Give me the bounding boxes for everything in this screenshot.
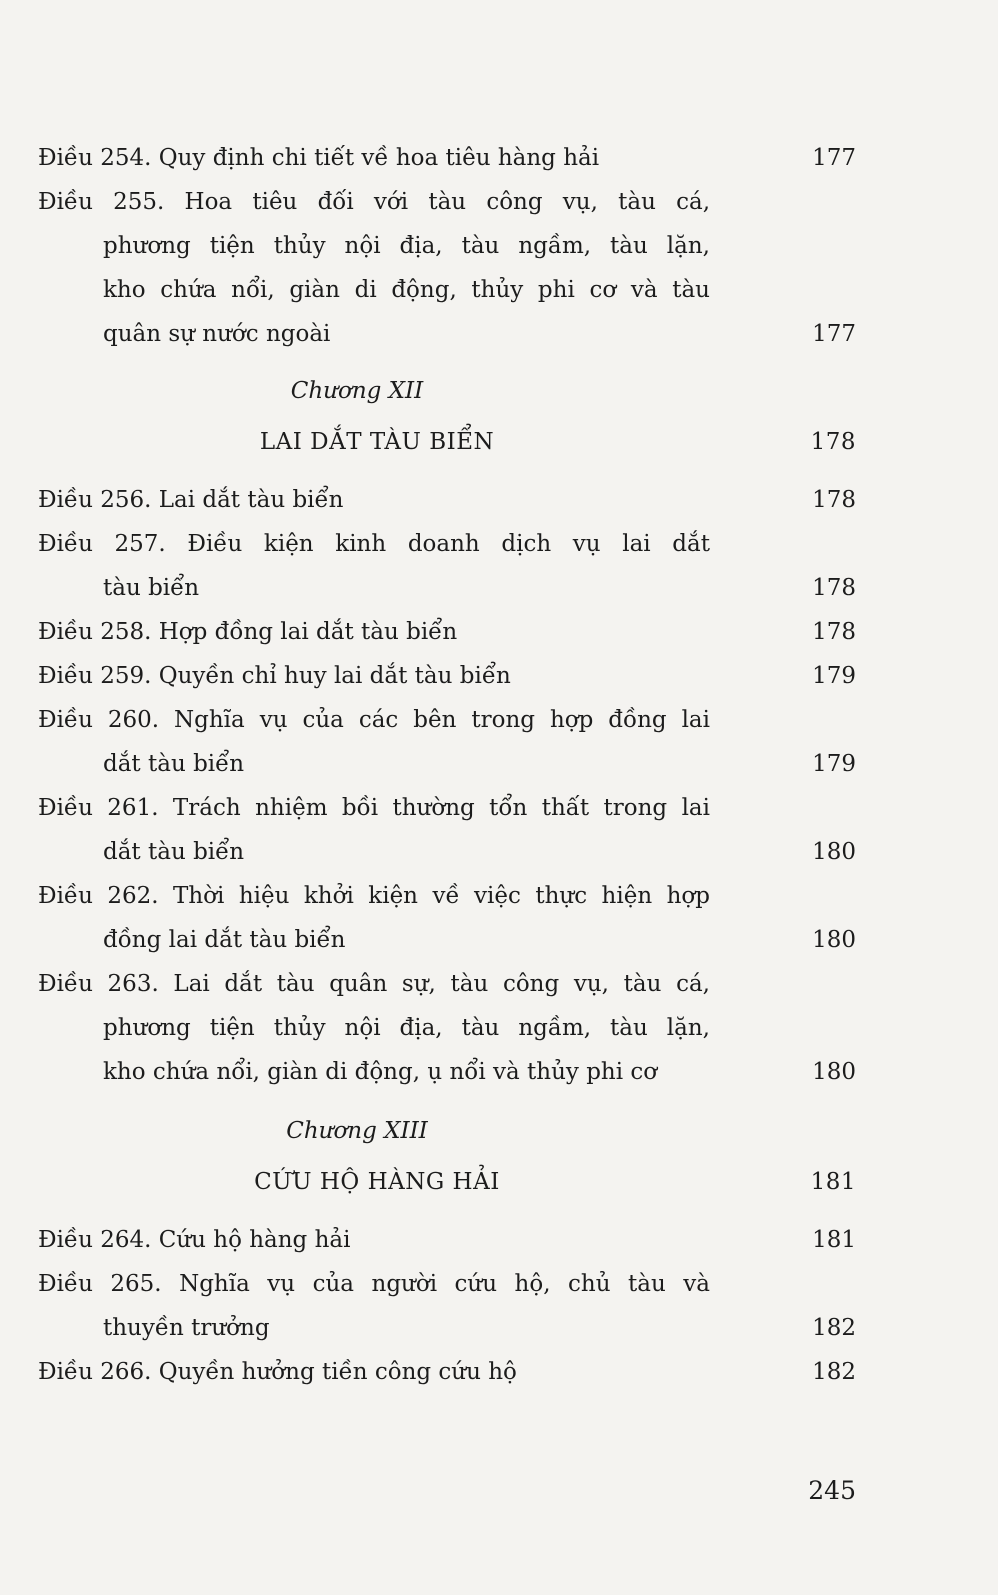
toc-entry-text: Điều 260. Nghĩa vụ của các bên trong hợp đồng lai	[38, 707, 710, 733]
toc-entry-text: dắt tàu biển	[103, 839, 245, 865]
toc-entry-line	[38, 874, 856, 918]
toc-entry	[38, 786, 856, 874]
toc-entry-text: Điều 265. Nghĩa vụ của người cứu hộ, chủ tàu và	[38, 1271, 710, 1297]
toc-entry-line	[38, 180, 856, 224]
toc-entry-text: Điều 263. Lai dắt tàu quân sự, tàu công vụ, tàu cá,	[38, 971, 710, 997]
chapter-xiii-name: CỨU HỘ HÀNG HẢI	[254, 1169, 500, 1195]
toc-entry-page: 178	[812, 619, 856, 645]
toc-group-before-chapter-xii	[38, 136, 856, 356]
toc-entry-continuation	[38, 1306, 856, 1350]
chapter-xii-heading	[38, 416, 856, 468]
toc-entry-page: 178	[812, 575, 856, 601]
toc-entry-line	[38, 1218, 856, 1262]
toc-entry-text: kho chứa nổi, giàn di động, thủy phi cơ và tàu	[103, 277, 710, 303]
toc-entry-page: 180	[812, 1059, 856, 1085]
toc-entry-text: phương tiện thủy nội địa, tàu ngầm, tàu lặn,	[103, 1015, 710, 1041]
toc-entry-text: kho chứa nổi, giàn di động, ụ nổi và thủy phi cơ	[103, 1059, 658, 1085]
toc-entry	[38, 180, 856, 356]
toc-entry	[38, 698, 856, 786]
toc-entry-line	[38, 522, 856, 566]
toc-entry-page: 182	[812, 1359, 856, 1385]
toc-entry-page: 179	[812, 751, 856, 777]
toc-entry-text: Điều 258. Hợp đồng lai dắt tàu biển	[38, 619, 458, 645]
toc-entry-continuation	[38, 224, 856, 268]
table-of-contents	[38, 136, 856, 1394]
toc-entry-page: 181	[812, 1227, 856, 1253]
toc-entry-page: 177	[812, 321, 856, 347]
toc-entry-text: dắt tàu biển	[103, 751, 245, 777]
chapter-xiii-title: Chương XIII	[286, 1118, 428, 1144]
toc-entry-text: đồng lai dắt tàu biển	[103, 927, 346, 953]
chapter-xii-page: 178	[810, 429, 856, 455]
toc-entry-text: Điều 256. Lai dắt tàu biển	[38, 487, 344, 513]
toc-entry-line	[38, 698, 856, 742]
toc-entry-text: phương tiện thủy nội địa, tàu ngầm, tàu lặn,	[103, 233, 710, 259]
toc-entry-text: Điều 259. Quyền chỉ huy lai dắt tàu biển	[38, 663, 511, 689]
toc-entry-page: 177	[812, 145, 856, 171]
toc-entry-continuation	[38, 1006, 856, 1050]
toc-entry	[38, 478, 856, 522]
toc-entry-text: Điều 254. Quy định chi tiết về hoa tiêu hàng hải	[38, 145, 600, 171]
toc-entry	[38, 654, 856, 698]
toc-entry-page: 180	[812, 839, 856, 865]
toc-entry-line	[38, 478, 856, 522]
toc-entry-text: quân sự nước ngoài	[103, 321, 331, 347]
toc-entry-line	[38, 610, 856, 654]
toc-entry-line	[38, 962, 856, 1006]
chapter-xiii-heading	[38, 1156, 856, 1208]
toc-entry-line	[38, 654, 856, 698]
toc-entry-line	[38, 136, 856, 180]
chapter-xiii-page: 181	[810, 1169, 856, 1195]
toc-entry-continuation	[38, 566, 856, 610]
chapter-xii-name: LAI DẮT TÀU BIỂN	[259, 429, 495, 455]
toc-entry-page: 182	[812, 1315, 856, 1341]
toc-entry-line	[38, 786, 856, 830]
toc-entry-text: Điều 262. Thời hiệu khởi kiện về việc thực hiện hợp	[38, 883, 710, 909]
chapter-xii-title: Chương XII	[290, 378, 424, 404]
toc-entry-text: tàu biển	[103, 575, 200, 601]
toc-entry-text: Điều 255. Hoa tiêu đối với tàu công vụ, tàu cá,	[38, 189, 710, 215]
toc-entry-text: Điều 261. Trách nhiệm bồi thường tổn thất trong lai	[38, 795, 710, 821]
toc-entry-text: Điều 257. Điều kiện kinh doanh dịch vụ lai dắt	[38, 531, 710, 557]
toc-entry	[38, 1262, 856, 1350]
toc-entry-continuation	[38, 268, 856, 312]
toc-entry-continuation	[38, 830, 856, 874]
toc-entry	[38, 522, 856, 610]
toc-entry-page: 180	[812, 927, 856, 953]
toc-entry	[38, 874, 856, 962]
toc-group-chapter-xiii	[38, 1218, 856, 1394]
toc-entry-text: thuyền trưởng	[103, 1315, 270, 1341]
toc-entry-text: Điều 264. Cứu hộ hàng hải	[38, 1227, 351, 1253]
toc-entry-continuation	[38, 1050, 856, 1094]
toc-entry-line	[38, 1262, 856, 1306]
toc-entry-continuation	[38, 918, 856, 962]
page-number: 245	[808, 1476, 856, 1505]
toc-entry	[38, 1350, 856, 1394]
toc-entry	[38, 136, 856, 180]
toc-entry-continuation	[38, 312, 856, 356]
toc-entry	[38, 1218, 856, 1262]
toc-entry	[38, 962, 856, 1094]
toc-entry-continuation	[38, 742, 856, 786]
toc-entry-page: 179	[812, 663, 856, 689]
toc-entry-page: 178	[812, 487, 856, 513]
toc-entry	[38, 610, 856, 654]
toc-group-chapter-xii	[38, 478, 856, 1094]
toc-entry-text: Điều 266. Quyền hưởng tiền công cứu hộ	[38, 1359, 517, 1385]
toc-entry-line	[38, 1350, 856, 1394]
